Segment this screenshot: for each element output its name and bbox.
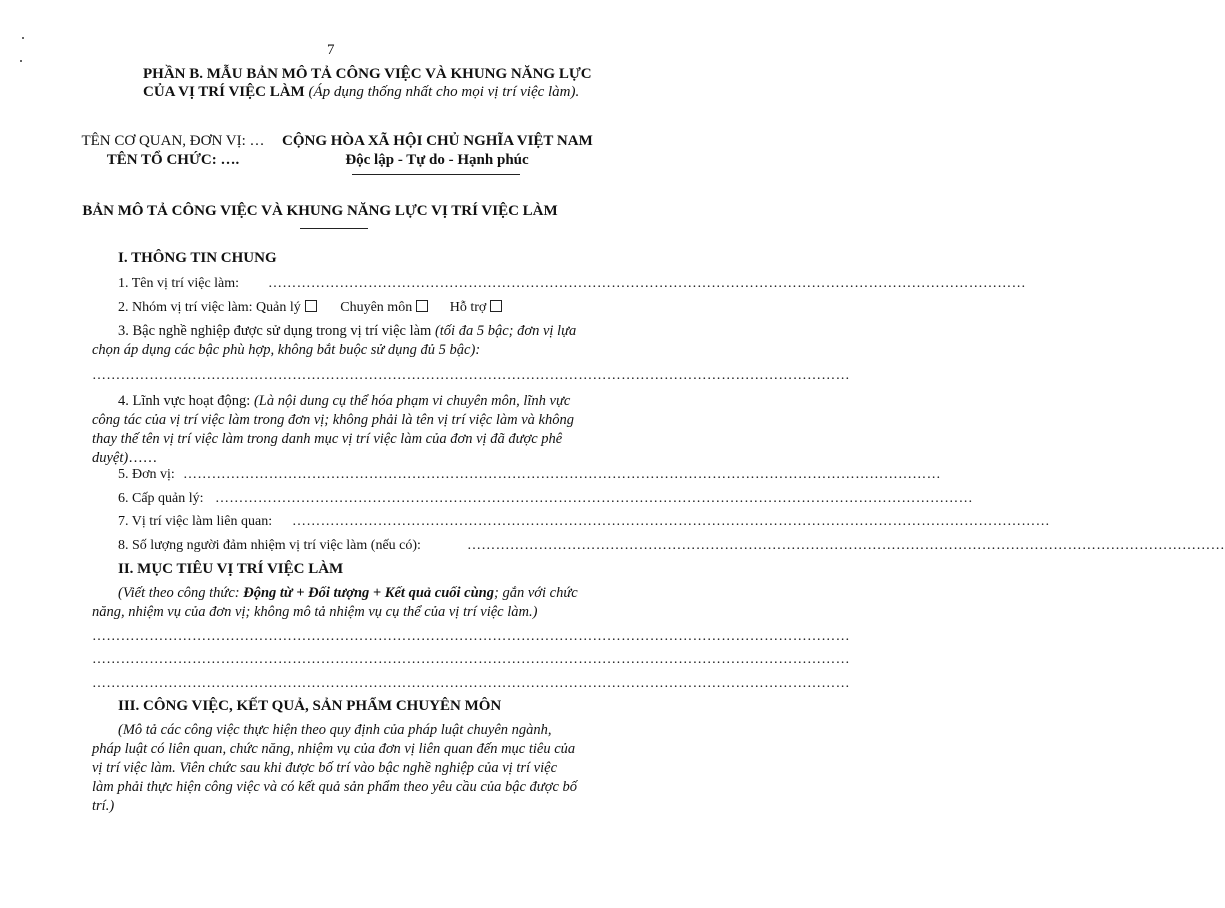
item3-plain: 3. Bậc nghề nghiệp được sử dụng trong vị trí việc làm <box>118 323 435 339</box>
item3-text <box>92 322 578 360</box>
item4-dotted-tail: …… <box>128 450 158 466</box>
item4-italic: (Là nội dung cụ thể hóa phạm vi chuyên môn, lĩnh vực công tác của vị trí việc làm trong đơn vị; không phải là tên vị trí việc làm và không thay thế tên vị trí việc làm trong danh mục vị trí việc làm của đơn vị đã được phê duyệt) <box>92 393 574 466</box>
section2-note <box>92 584 578 622</box>
item2-option-support: Hỗ trợ <box>449 300 487 315</box>
part-subheading-italic: (Áp dụng thống nhất cho mọi vị trí việc làm). <box>304 84 580 100</box>
document-title: BẢN MÔ TẢ CÔNG VIỆC VÀ KHUNG NĂNG LỰC VỊ TRÍ VIỆC LÀM <box>82 203 558 219</box>
item5-dotted-line: …………………………………………………………………………………………………………………………………………… <box>183 467 941 482</box>
national-title: CỘNG HÒA XÃ HỘI CHỦ NGHĨA VIỆT NAM <box>282 133 593 149</box>
part-subheading-bold: CỦA VỊ TRÍ VIỆC LÀM <box>143 84 305 100</box>
title-underline <box>300 228 368 229</box>
checkbox-specialist[interactable] <box>416 300 428 312</box>
page-number: 7 <box>327 42 335 58</box>
section3-heading: III. CÔNG VIỆC, KẾT QUẢ, SẢN PHẨM CHUYÊN MÔN <box>118 698 502 714</box>
section2-heading: II. MỤC TIÊU VỊ TRÍ VIỆC LÀM <box>118 561 344 577</box>
item1-dotted-line: …………………………………………………………………………………………………………………………………………… <box>268 276 1026 291</box>
item2-option-specialist: Chuyên môn <box>340 300 413 315</box>
section2-dotted-line-3: …………………………………………………………………………………………………………………………………………… <box>92 676 850 691</box>
scan-speck <box>22 37 24 39</box>
section2-formula: Động từ + Đối tượng + Kết quả cuối cùng <box>243 585 494 601</box>
item5-label: 5. Đơn vị: <box>118 467 175 482</box>
item6-label: 6. Cấp quản lý: <box>118 491 204 506</box>
part-subheading <box>143 84 579 101</box>
section3-note: (Mô tả các công việc thực hiện theo quy định của pháp luật chuyên ngành, pháp luật có liên quan, chức năng, nhiệm vụ của đơn vị liên quan đến mục tiêu của vị trí việc làm. Viên chức sau khi được bố trí vào bậc nghề nghiệp của vị trí việc làm phải thực hiện công việc và có kết quả sản phẩm theo yêu cầu của bậc được bố trí.) <box>92 722 577 814</box>
section1-heading: I. THÔNG TIN CHUNG <box>118 250 277 266</box>
section2-note-end: ; gắn với chức năng, nhiệm vụ của đơn vị; không mô tả nhiệm vụ cụ thể của vị trí việc làm.) <box>92 585 578 620</box>
scan-speck <box>20 60 22 62</box>
item3-dotted-line: …………………………………………………………………………………………………………………………………………… <box>92 368 850 383</box>
agency-name-line: TÊN CƠ QUAN, ĐƠN VỊ: … <box>81 133 265 149</box>
item8-dotted-line: …………………………………………………………………………………………………………………………………………… <box>467 538 1225 553</box>
item2-row <box>118 300 502 316</box>
item3-italic: (tối đa 5 bậc; đơn vị lựa chọn áp dụng các bậc phù hợp, không bắt buộc sử dụng đủ 5 bậc): <box>92 323 577 358</box>
section2-dotted-line-1: …………………………………………………………………………………………………………………………………………… <box>92 629 850 644</box>
checkbox-support[interactable] <box>490 300 502 312</box>
section2-dotted-line-2: …………………………………………………………………………………………………………………………………………… <box>92 652 850 667</box>
item7-dotted-line: …………………………………………………………………………………………………………………………………………… <box>292 514 1050 529</box>
national-motto: Độc lập - Tự do - Hạnh phúc <box>345 152 529 168</box>
checkbox-manager[interactable] <box>305 300 317 312</box>
item2-label: 2. Nhóm vị trí việc làm: Quản lý <box>118 300 301 315</box>
item4-plain: 4. Lĩnh vực hoạt động: <box>118 393 254 409</box>
organization-name-line: TÊN TỔ CHỨC: …. <box>106 152 240 168</box>
item8-label: 8. Số lượng người đảm nhiệm vị trí việc làm (nếu có): <box>118 538 421 553</box>
item6-dotted-line: …………………………………………………………………………………………………………………………………………… <box>215 491 973 506</box>
item1-label: 1. Tên vị trí việc làm: <box>118 276 240 291</box>
motto-underline <box>352 174 520 175</box>
part-heading: PHẦN B. MẪU BẢN MÔ TẢ CÔNG VIỆC VÀ KHUNG NĂNG LỰC <box>143 66 592 82</box>
item7-label: 7. Vị trí việc làm liên quan: <box>118 514 273 529</box>
section2-note-start: (Viết theo công thức: <box>118 585 244 601</box>
item4-text <box>92 392 578 468</box>
